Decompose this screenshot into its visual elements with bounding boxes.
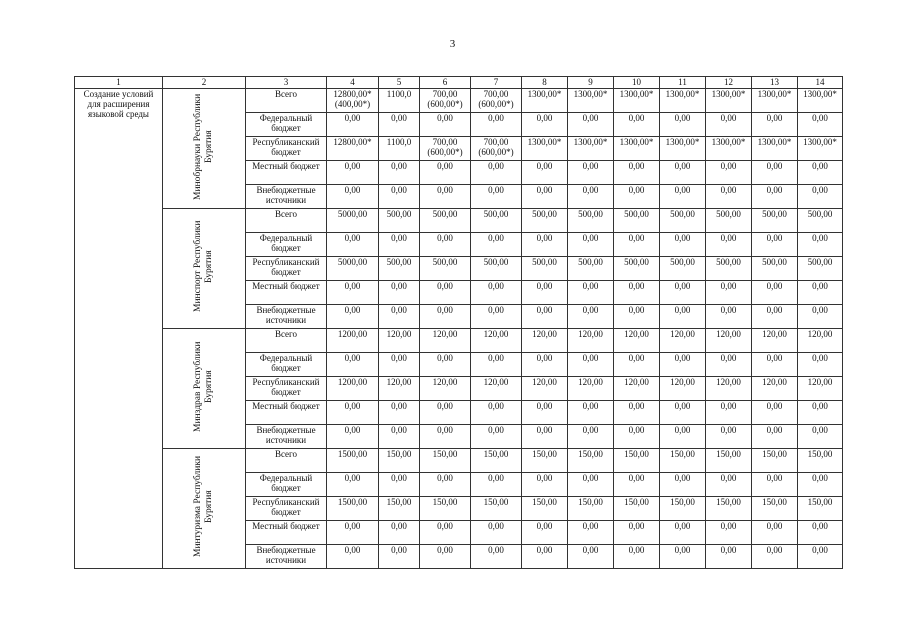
value-cell: 0,00 — [660, 521, 706, 545]
value-cell: 0,00 — [706, 113, 752, 137]
value-cell: 1100,0 — [379, 89, 420, 113]
value-cell: 0,00 — [568, 521, 614, 545]
value-cell: 0,00 — [568, 545, 614, 569]
value-cell: 0,00 — [327, 401, 379, 425]
value-cell: 1300,00* — [568, 89, 614, 113]
value-cell: 0,00 — [798, 233, 843, 257]
value-cell: 0,00 — [327, 473, 379, 497]
value-cell: 120,00 — [471, 377, 522, 401]
funding-source: Всего — [246, 449, 327, 473]
value-cell: 0,00 — [798, 161, 843, 185]
value-cell: 0,00 — [379, 233, 420, 257]
value-cell: 0,00 — [379, 353, 420, 377]
value-cell: 0,00 — [752, 305, 798, 329]
value-cell: 150,00 — [471, 497, 522, 521]
value-cell: 0,00 — [706, 545, 752, 569]
value-cell: 0,00 — [752, 353, 798, 377]
value-cell: 0,00 — [660, 161, 706, 185]
value-cell: 0,00 — [471, 185, 522, 209]
value-cell: 120,00 — [568, 329, 614, 353]
funding-source: Республиканский бюджет — [246, 497, 327, 521]
value-cell: 0,00 — [706, 521, 752, 545]
value-cell: 0,00 — [706, 473, 752, 497]
value-cell: 120,00 — [568, 377, 614, 401]
value-cell: 1200,00 — [327, 377, 379, 401]
value-cell: 0,00 — [471, 305, 522, 329]
value-cell: 0,00 — [327, 545, 379, 569]
value-cell: 120,00 — [522, 329, 568, 353]
column-header: 6 — [420, 77, 471, 89]
value-cell: 120,00 — [614, 377, 660, 401]
value-cell: 1300,00* — [798, 89, 843, 113]
funding-source: Республиканский бюджет — [246, 377, 327, 401]
value-cell: 0,00 — [327, 425, 379, 449]
value-cell: 150,00 — [568, 449, 614, 473]
value-cell: 0,00 — [752, 545, 798, 569]
value-cell: 0,00 — [420, 281, 471, 305]
value-cell: 500,00 — [522, 257, 568, 281]
funding-source: Внебюджетные источники — [246, 185, 327, 209]
value-cell: 0,00 — [522, 353, 568, 377]
value-cell: 0,00 — [614, 161, 660, 185]
value-cell: 0,00 — [660, 545, 706, 569]
table-row — [75, 89, 843, 113]
value-cell: 0,00 — [471, 281, 522, 305]
value-cell: 0,00 — [471, 473, 522, 497]
value-cell: 1300,00* — [660, 89, 706, 113]
value-cell: 0,00 — [752, 185, 798, 209]
funding-source: Внебюджетные источники — [246, 425, 327, 449]
table-row — [75, 449, 843, 473]
column-header: 4 — [327, 77, 379, 89]
value-cell: 0,00 — [798, 545, 843, 569]
value-cell: 150,00 — [522, 449, 568, 473]
value-cell: 5000,00 — [327, 257, 379, 281]
value-cell: 0,00 — [420, 305, 471, 329]
value-cell: 150,00 — [379, 449, 420, 473]
value-cell: 120,00 — [420, 329, 471, 353]
value-cell: 0,00 — [327, 161, 379, 185]
value-cell: 5000,00 — [327, 209, 379, 233]
value-cell: 150,00 — [379, 497, 420, 521]
value-cell: 1300,00* — [798, 137, 843, 161]
column-header: 3 — [246, 77, 327, 89]
value-cell: 700,00 (600,00*) — [420, 89, 471, 113]
value-cell: 0,00 — [706, 233, 752, 257]
value-cell: 0,00 — [798, 401, 843, 425]
value-cell: 150,00 — [420, 497, 471, 521]
value-cell: 0,00 — [420, 473, 471, 497]
value-cell: 0,00 — [752, 113, 798, 137]
agency-cell — [163, 329, 246, 449]
agency-cell — [163, 89, 246, 209]
value-cell: 120,00 — [660, 329, 706, 353]
value-cell: 500,00 — [706, 257, 752, 281]
value-cell: 1500,00 — [327, 449, 379, 473]
value-cell: 0,00 — [752, 233, 798, 257]
value-cell: 0,00 — [568, 401, 614, 425]
value-cell: 150,00 — [660, 449, 706, 473]
value-cell: 0,00 — [379, 473, 420, 497]
funding-source: Местный бюджет — [246, 161, 327, 185]
value-cell: 1300,00* — [614, 137, 660, 161]
value-cell: 0,00 — [568, 425, 614, 449]
value-cell: 0,00 — [660, 401, 706, 425]
agency-name: Минтуризма Республики Бурятия — [193, 455, 214, 558]
value-cell: 0,00 — [614, 185, 660, 209]
value-cell: 0,00 — [614, 473, 660, 497]
goal-cell: Создание условий для расширения языковой среды — [75, 89, 163, 569]
page-number: 3 — [449, 38, 456, 50]
value-cell: 0,00 — [568, 473, 614, 497]
value-cell: 1300,00* — [660, 137, 706, 161]
value-cell: 0,00 — [614, 233, 660, 257]
funding-source: Всего — [246, 209, 327, 233]
funding-source: Местный бюджет — [246, 521, 327, 545]
value-cell: 120,00 — [522, 377, 568, 401]
value-cell: 0,00 — [752, 425, 798, 449]
value-cell: 150,00 — [471, 449, 522, 473]
value-cell: 0,00 — [798, 113, 843, 137]
funding-source: Внебюджетные источники — [246, 545, 327, 569]
value-cell: 0,00 — [379, 185, 420, 209]
value-cell: 12800,00* (400,00*) — [327, 89, 379, 113]
value-cell: 0,00 — [471, 425, 522, 449]
value-cell: 1300,00* — [522, 89, 568, 113]
value-cell: 0,00 — [614, 521, 660, 545]
value-cell: 0,00 — [522, 233, 568, 257]
value-cell: 700,00 (600,00*) — [471, 137, 522, 161]
value-cell: 150,00 — [568, 497, 614, 521]
value-cell: 0,00 — [420, 185, 471, 209]
value-cell: 120,00 — [706, 377, 752, 401]
value-cell: 1300,00* — [752, 89, 798, 113]
value-cell: 0,00 — [327, 113, 379, 137]
column-header: 12 — [706, 77, 752, 89]
value-cell: 120,00 — [379, 377, 420, 401]
value-cell: 500,00 — [522, 209, 568, 233]
value-cell: 120,00 — [614, 329, 660, 353]
value-cell: 0,00 — [706, 401, 752, 425]
header-row — [75, 77, 843, 89]
value-cell: 120,00 — [420, 377, 471, 401]
value-cell: 500,00 — [798, 209, 843, 233]
value-cell: 0,00 — [522, 521, 568, 545]
value-cell: 0,00 — [568, 281, 614, 305]
value-cell: 1300,00* — [706, 137, 752, 161]
value-cell: 0,00 — [522, 545, 568, 569]
value-cell: 0,00 — [420, 425, 471, 449]
agency-cell — [163, 449, 246, 569]
value-cell: 500,00 — [568, 209, 614, 233]
value-cell: 0,00 — [614, 425, 660, 449]
value-cell: 1200,00 — [327, 329, 379, 353]
value-cell: 0,00 — [798, 425, 843, 449]
value-cell: 500,00 — [379, 257, 420, 281]
value-cell: 150,00 — [660, 497, 706, 521]
value-cell: 0,00 — [614, 401, 660, 425]
value-cell: 0,00 — [660, 113, 706, 137]
value-cell: 500,00 — [614, 257, 660, 281]
value-cell: 500,00 — [379, 209, 420, 233]
value-cell: 0,00 — [379, 425, 420, 449]
value-cell: 0,00 — [752, 161, 798, 185]
value-cell: 0,00 — [420, 113, 471, 137]
value-cell: 0,00 — [379, 305, 420, 329]
value-cell: 500,00 — [752, 257, 798, 281]
value-cell: 0,00 — [614, 305, 660, 329]
value-cell: 0,00 — [420, 353, 471, 377]
value-cell: 0,00 — [660, 353, 706, 377]
value-cell: 0,00 — [327, 305, 379, 329]
value-cell: 0,00 — [420, 521, 471, 545]
value-cell: 1300,00* — [706, 89, 752, 113]
budget-table — [74, 76, 843, 569]
column-header: 8 — [522, 77, 568, 89]
value-cell: 0,00 — [522, 473, 568, 497]
funding-source: Местный бюджет — [246, 401, 327, 425]
value-cell: 0,00 — [706, 353, 752, 377]
value-cell: 1300,00* — [522, 137, 568, 161]
value-cell: 0,00 — [660, 281, 706, 305]
value-cell: 0,00 — [327, 521, 379, 545]
value-cell: 0,00 — [706, 305, 752, 329]
value-cell: 1300,00* — [614, 89, 660, 113]
value-cell: 0,00 — [568, 353, 614, 377]
value-cell: 120,00 — [798, 329, 843, 353]
value-cell: 120,00 — [798, 377, 843, 401]
value-cell: 0,00 — [568, 233, 614, 257]
value-cell: 0,00 — [798, 185, 843, 209]
value-cell: 0,00 — [471, 353, 522, 377]
column-header: 1 — [75, 77, 163, 89]
funding-source: Республиканский бюджет — [246, 257, 327, 281]
value-cell: 120,00 — [752, 329, 798, 353]
value-cell: 0,00 — [522, 161, 568, 185]
value-cell: 0,00 — [752, 401, 798, 425]
value-cell: 0,00 — [522, 401, 568, 425]
value-cell: 0,00 — [420, 545, 471, 569]
value-cell: 1100,0 — [379, 137, 420, 161]
value-cell: 0,00 — [522, 185, 568, 209]
funding-source: Федеральный бюджет — [246, 233, 327, 257]
value-cell: 0,00 — [379, 113, 420, 137]
value-cell: 0,00 — [471, 401, 522, 425]
value-cell: 500,00 — [420, 209, 471, 233]
value-cell: 0,00 — [798, 473, 843, 497]
value-cell: 150,00 — [752, 497, 798, 521]
column-header: 14 — [798, 77, 843, 89]
value-cell: 0,00 — [379, 401, 420, 425]
value-cell: 700,00 (600,00*) — [420, 137, 471, 161]
value-cell: 0,00 — [568, 161, 614, 185]
value-cell: 120,00 — [706, 329, 752, 353]
value-cell: 0,00 — [660, 185, 706, 209]
value-cell: 150,00 — [798, 497, 843, 521]
value-cell: 1300,00* — [568, 137, 614, 161]
value-cell: 0,00 — [752, 521, 798, 545]
value-cell: 0,00 — [420, 233, 471, 257]
value-cell: 0,00 — [706, 425, 752, 449]
value-cell: 0,00 — [327, 281, 379, 305]
value-cell: 500,00 — [798, 257, 843, 281]
value-cell: 500,00 — [660, 209, 706, 233]
value-cell: 120,00 — [471, 329, 522, 353]
value-cell: 0,00 — [660, 473, 706, 497]
agency-name: Минздрав Республики Бурятия — [193, 341, 214, 432]
value-cell: 0,00 — [420, 401, 471, 425]
value-cell: 150,00 — [614, 449, 660, 473]
funding-source: Федеральный бюджет — [246, 113, 327, 137]
value-cell: 0,00 — [660, 305, 706, 329]
value-cell: 150,00 — [706, 449, 752, 473]
value-cell: 0,00 — [798, 305, 843, 329]
value-cell: 0,00 — [752, 281, 798, 305]
value-cell: 0,00 — [471, 545, 522, 569]
agency-cell — [163, 209, 246, 329]
value-cell: 0,00 — [660, 233, 706, 257]
value-cell: 0,00 — [752, 473, 798, 497]
value-cell: 150,00 — [614, 497, 660, 521]
value-cell: 120,00 — [660, 377, 706, 401]
funding-source: Федеральный бюджет — [246, 473, 327, 497]
value-cell: 0,00 — [798, 281, 843, 305]
value-cell: 0,00 — [798, 353, 843, 377]
column-header: 7 — [471, 77, 522, 89]
value-cell: 0,00 — [379, 521, 420, 545]
funding-source: Всего — [246, 89, 327, 113]
value-cell: 0,00 — [327, 185, 379, 209]
value-cell: 150,00 — [522, 497, 568, 521]
value-cell: 0,00 — [568, 185, 614, 209]
value-cell: 0,00 — [614, 281, 660, 305]
value-cell: 500,00 — [706, 209, 752, 233]
funding-source: Внебюджетные источники — [246, 305, 327, 329]
value-cell: 0,00 — [568, 305, 614, 329]
table-row — [75, 329, 843, 353]
column-header: 9 — [568, 77, 614, 89]
column-header: 2 — [163, 77, 246, 89]
column-header: 11 — [660, 77, 706, 89]
value-cell: 0,00 — [706, 161, 752, 185]
column-header: 10 — [614, 77, 660, 89]
table-row — [75, 209, 843, 233]
value-cell: 500,00 — [614, 209, 660, 233]
value-cell: 0,00 — [420, 161, 471, 185]
value-cell: 0,00 — [522, 113, 568, 137]
value-cell: 0,00 — [660, 425, 706, 449]
value-cell: 500,00 — [568, 257, 614, 281]
value-cell: 150,00 — [706, 497, 752, 521]
value-cell: 0,00 — [327, 233, 379, 257]
value-cell: 0,00 — [614, 353, 660, 377]
value-cell: 500,00 — [471, 209, 522, 233]
value-cell: 500,00 — [420, 257, 471, 281]
value-cell: 0,00 — [798, 521, 843, 545]
value-cell: 0,00 — [614, 113, 660, 137]
value-cell: 120,00 — [379, 329, 420, 353]
funding-source: Федеральный бюджет — [246, 353, 327, 377]
value-cell: 500,00 — [752, 209, 798, 233]
value-cell: 0,00 — [522, 425, 568, 449]
value-cell: 0,00 — [614, 545, 660, 569]
funding-source: Республиканский бюджет — [246, 137, 327, 161]
column-header: 5 — [379, 77, 420, 89]
value-cell: 0,00 — [568, 113, 614, 137]
value-cell: 1500,00 — [327, 497, 379, 521]
value-cell: 0,00 — [522, 281, 568, 305]
agency-name: Минспорт Республики Бурятия — [193, 220, 214, 313]
value-cell: 0,00 — [706, 281, 752, 305]
value-cell: 1300,00* — [752, 137, 798, 161]
value-cell: 0,00 — [471, 161, 522, 185]
funding-source: Всего — [246, 329, 327, 353]
value-cell: 150,00 — [420, 449, 471, 473]
value-cell: 150,00 — [752, 449, 798, 473]
value-cell: 500,00 — [471, 257, 522, 281]
value-cell: 700,00 (600,00*) — [471, 89, 522, 113]
value-cell: 120,00 — [752, 377, 798, 401]
value-cell: 0,00 — [706, 185, 752, 209]
value-cell: 0,00 — [471, 521, 522, 545]
value-cell: 0,00 — [522, 305, 568, 329]
value-cell: 0,00 — [379, 281, 420, 305]
value-cell: 12800,00* — [327, 137, 379, 161]
value-cell: 0,00 — [471, 113, 522, 137]
value-cell: 500,00 — [660, 257, 706, 281]
value-cell: 0,00 — [327, 353, 379, 377]
value-cell: 0,00 — [379, 545, 420, 569]
agency-name: Минобрнауки Республики Бурятия — [193, 93, 214, 200]
value-cell: 150,00 — [798, 449, 843, 473]
funding-source: Местный бюджет — [246, 281, 327, 305]
table-body — [75, 77, 843, 569]
value-cell: 0,00 — [471, 233, 522, 257]
value-cell: 0,00 — [379, 161, 420, 185]
column-header: 13 — [752, 77, 798, 89]
